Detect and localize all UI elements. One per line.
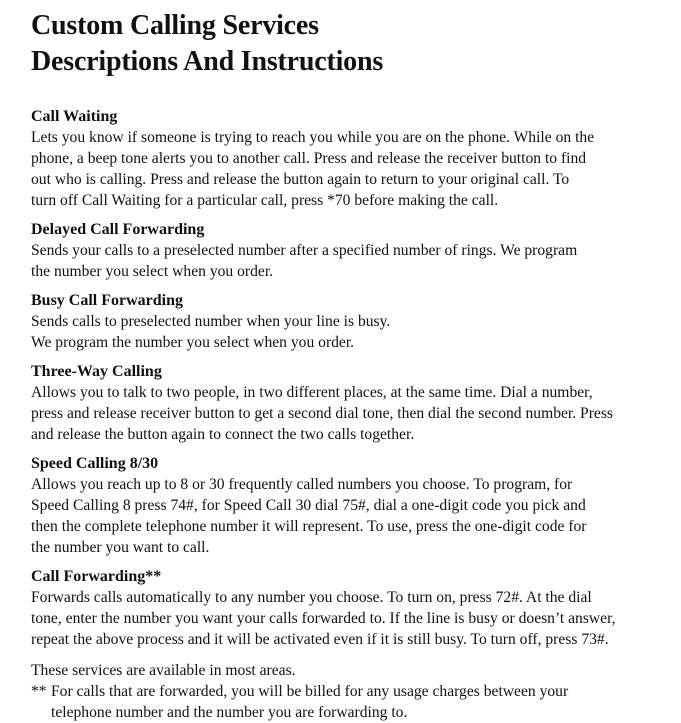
body-line: Allows you to talk to two people, in two different places, at the same time. Dial a number, xyxy=(31,384,593,401)
section-body xyxy=(31,382,646,445)
footnote-line: For calls that are forwarded, you will be billed for any usage charges between your xyxy=(51,683,569,700)
body-line: tone, enter the number you want your calls forwarded to. If the line is busy or doesn’t answer, xyxy=(31,610,616,627)
section-body xyxy=(31,311,646,353)
section-delayed-call-forwarding xyxy=(31,219,646,282)
body-line: press and release receiver button to get a second dial tone, then dial the second number. Press xyxy=(31,405,613,422)
body-line: phone, a beep tone alerts you to another call. Press and release the receiver button to find xyxy=(31,150,587,167)
section-three-way-calling xyxy=(31,361,646,445)
footnote-marker: ** xyxy=(31,683,47,700)
body-line: turn off Call Waiting for a particular call, press *70 before making the call. xyxy=(31,192,499,209)
body-line: Forwards calls automatically to any number you choose. To turn on, press 72#. At the dial xyxy=(31,589,592,606)
section-busy-call-forwarding xyxy=(31,290,646,353)
body-line: then the complete telephone number it will represent. To use, press the one-digit code for xyxy=(31,518,587,535)
body-line: Speed Calling 8 press 74#, for Speed Call 30 dial 75#, dial a one-digit code you pick and xyxy=(31,497,586,514)
section-heading: Call Waiting xyxy=(31,108,118,125)
section-body xyxy=(31,127,646,211)
body-line: Sends calls to preselected number when your line is busy. xyxy=(31,313,391,330)
availability-note: These services are available in most areas. xyxy=(31,662,296,679)
document-page xyxy=(31,8,646,723)
footnote-line: telephone number and the number you are forwarding to. xyxy=(51,704,408,721)
body-line: the number you select when you order. xyxy=(31,263,274,280)
section-body xyxy=(31,474,646,558)
body-line: and release the button again to connect the two calls together. xyxy=(31,426,415,443)
page-title xyxy=(31,8,646,80)
body-line: We program the number you select when you order. xyxy=(31,334,355,351)
body-line: the number you want to call. xyxy=(31,539,210,556)
footnote xyxy=(31,681,646,723)
section-heading: Delayed Call Forwarding xyxy=(31,221,205,238)
footer-notes xyxy=(31,660,646,723)
body-line: out who is calling. Press and release the button again to return to your original call. To xyxy=(31,171,570,188)
section-call-forwarding xyxy=(31,566,646,650)
section-body xyxy=(31,587,646,650)
section-heading: Call Forwarding** xyxy=(31,568,162,585)
body-line: Sends your calls to a preselected number after a specified number of rings. We program xyxy=(31,242,578,259)
service-sections xyxy=(31,106,646,650)
body-line: Allows you reach up to 8 or 30 frequently called numbers you choose. To program, for xyxy=(31,476,573,493)
section-heading: Three-Way Calling xyxy=(31,363,162,380)
body-line: repeat the above process and it will be activated even if it is still busy. To turn off, press 73#. xyxy=(31,631,609,648)
section-heading: Busy Call Forwarding xyxy=(31,292,184,309)
title-line-1: Custom Calling Services xyxy=(31,10,319,41)
section-body xyxy=(31,240,646,282)
body-line: Lets you know if someone is trying to reach you while you are on the phone. While on the xyxy=(31,129,595,146)
section-heading: Speed Calling 8/30 xyxy=(31,455,159,472)
section-speed-calling xyxy=(31,453,646,558)
section-call-waiting xyxy=(31,106,646,211)
title-line-2: Descriptions And Instructions xyxy=(31,46,384,77)
